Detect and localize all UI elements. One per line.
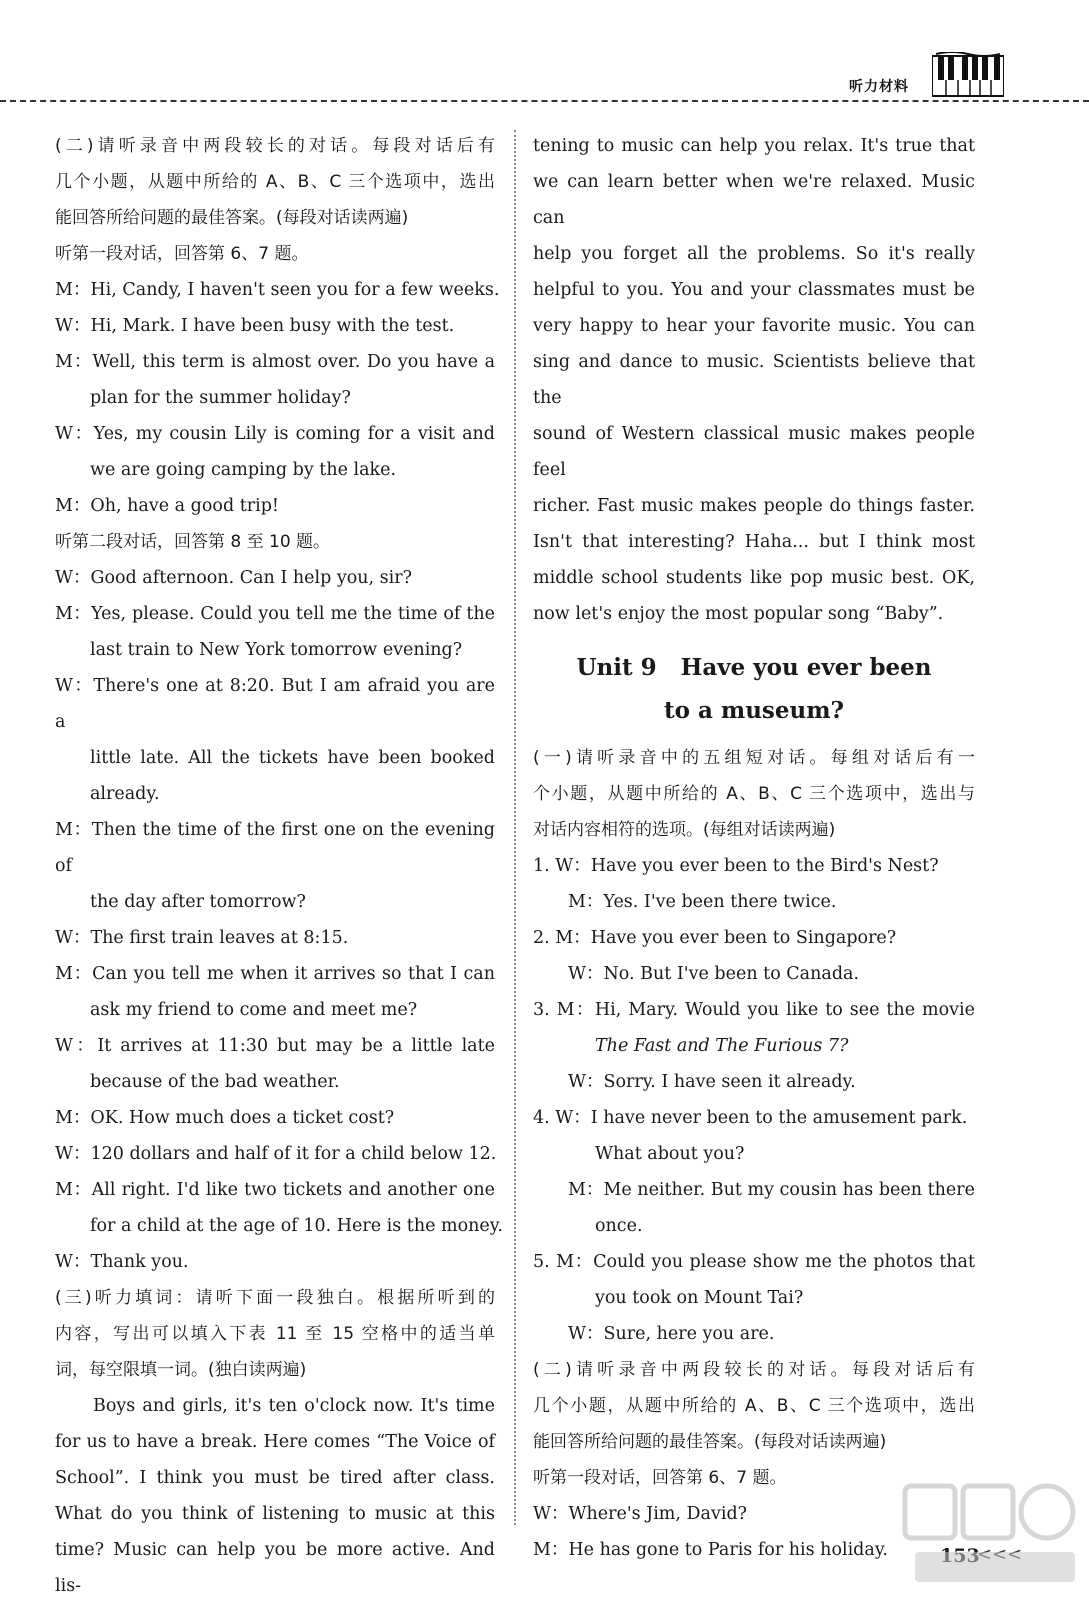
dialogue-line: M：Yes, please. Could you tell me the time of the [55,604,495,624]
section-instruction: 对话内容相符的选项。(每组对话读两遍) [533,820,836,840]
dialogue-line: W：Sure, here you are. [568,1324,775,1344]
section-instruction: 几个小题，从题中所给的 A、B、C 三个选项中，选出 [55,172,495,192]
section-instruction: 几个小题，从题中所给的 A、B、C 三个选项中，选出 [533,1396,975,1416]
section-instruction: 能回答所给问题的最佳答案。(每段对话读两遍) [533,1432,887,1452]
column-divider [514,130,516,1525]
dialogue-line: W：Thank you. [55,1252,189,1272]
dialogue-line: M：Can you tell me when it arrives so that I can [55,964,495,984]
dialogue-line: What about you? [595,1144,745,1164]
section-instruction: 能回答所给问题的最佳答案。(每段对话读两遍) [55,208,409,228]
dialogue-line: 3. M：Hi, Mary. Would you like to see the movie [533,1000,975,1020]
monologue-line: we can learn better when we're relaxed. Music can [533,172,975,228]
dialogue-line: once. [595,1216,643,1236]
sub-instruction: 听第一段对话，回答第 6、7 题。 [55,244,309,264]
monologue-line: sound of Western classical music makes people feel [533,424,975,480]
dialogue-line: W：No. But I've been to Canada. [568,964,860,984]
monologue-line: time? Music can help you be more active. And lis- [55,1540,495,1596]
section-instruction: 词，每空限填一词。(独白读两遍) [55,1360,307,1380]
watermark-logo-icon [895,1478,1085,1596]
section-instruction: 个小题，从题中所给的 A、B、C 三个选项中，选出与 [533,784,975,804]
monologue-line: School”. I think you must be tired after class. [55,1468,495,1488]
piano-keys-decoration-icon [932,52,1004,98]
dialogue-line: M：Well, this term is almost over. Do you have a [55,352,495,372]
dialogue-line: 4. W：I have never been to the amusement park. [533,1108,968,1128]
dialogue-line: M：Yes. I've been there twice. [568,892,837,912]
dialogue-line: ask my friend to come and meet me? [90,1000,418,1020]
dialogue-line: you took on Mount Tai? [595,1288,804,1308]
monologue-line: help you forget all the problems. So it's really [533,244,975,264]
monologue-line: now let's enjoy the most popular song “Baby”. [533,604,944,624]
section-instruction: (三)听力填词：请听下面一段独白。根据所听到的 [55,1288,495,1308]
dialogue-line: M：He has gone to Paris for his holiday. [533,1540,888,1560]
unit-title-line: to a museum? [663,697,845,724]
monologue-line: middle school students like pop music best. OK, [533,568,975,588]
section-label: 听力材料 [849,79,909,95]
section-instruction: (二)请听录音中两段较长的对话。每段对话后有 [533,1360,975,1380]
monologue-line: sing and dance to music. Scientists believe that the [533,352,975,408]
dialogue-line: M：All right. I'd like two tickets and another one [55,1180,495,1200]
monologue-line: Boys and girls, it's ten o'clock now. It's time [93,1396,495,1416]
unit-title [533,646,975,732]
monologue-line: for us to have a break. Here comes “The Voice of [55,1432,495,1452]
header-divider [0,100,1089,102]
monologue-line: What do you think of listening to music at this [55,1504,495,1524]
dialogue-line: 5. M：Could you please show me the photos that [533,1252,975,1272]
dialogue-line: W：The first train leaves at 8:15. [55,928,349,948]
dialogue-line: 2. M：Have you ever been to Singapore? [533,928,897,948]
dialogue-line: already. [90,784,160,804]
dialogue-line: W：It arrives at 11:30 but may be a little late [55,1036,495,1056]
dialogue-line: W：Hi, Mark. I have been busy with the test. [55,316,455,336]
dialogue-line: for a child at the age of 10. Here is the money. [90,1216,503,1236]
unit-title-line: Unit 9 Have you ever been [576,654,932,681]
monologue-line: Isn't that interesting? Haha... but I think most [533,532,975,552]
dialogue-line: The Fast and The Furious 7? [595,1036,849,1056]
sub-instruction: 听第二段对话，回答第 8 至 10 题。 [55,532,331,552]
dialogue-line: 1. W：Have you ever been to the Bird's Nest? [533,856,939,876]
dialogue-line: W：Where's Jim, David? [533,1504,748,1524]
dialogue-line: M：Hi, Candy, I haven't seen you for a few weeks. [55,280,500,300]
section-instruction: (一)请听录音中的五组短对话。每组对话后有一 [533,748,975,768]
right-column [533,128,975,1568]
dialogue-line: W：120 dollars and half of it for a child below 12. [55,1144,497,1164]
dialogue-line: plan for the summer holiday? [90,388,351,408]
monologue-line: richer. Fast music makes people do things faster. [533,496,975,516]
dialogue-line: M：Then the time of the first one on the evening of [55,820,495,876]
dialogue-line: little late. All the tickets have been booked [90,748,495,768]
dialogue-line: M：Me neither. But my cousin has been there [568,1180,975,1200]
dialogue-line: M：OK. How much does a ticket cost? [55,1108,395,1128]
dialogue-line: last train to New York tomorrow evening? [90,640,463,660]
monologue-line: tening to music can help you relax. It's true that [533,136,975,156]
dialogue-line: because of the bad weather. [90,1072,340,1092]
left-column [55,128,503,1604]
dialogue-line: W：There's one at 8:20. But I am afraid you are a [55,676,495,732]
section-instruction: 内容，写出可以填入下表 11 至 15 空格中的适当单 [55,1324,495,1344]
section-instruction: (二)请听录音中两段较长的对话。每段对话后有 [55,136,495,156]
dialogue-line: M：Oh, have a good trip! [55,496,279,516]
dialogue-line: the day after tomorrow? [90,892,306,912]
monologue-line: very happy to hear your favorite music. You can [533,316,975,336]
sub-instruction: 听第一段对话，回答第 6、7 题。 [533,1468,787,1488]
dialogue-line: W：Good afternoon. Can I help you, sir? [55,568,412,588]
dialogue-line: we are going camping by the lake. [90,460,397,480]
monologue-line: helpful to you. You and your classmates must be [533,280,975,300]
dialogue-line: W：Sorry. I have seen it already. [568,1072,856,1092]
dialogue-line: W：Yes, my cousin Lily is coming for a visit and [55,424,495,444]
